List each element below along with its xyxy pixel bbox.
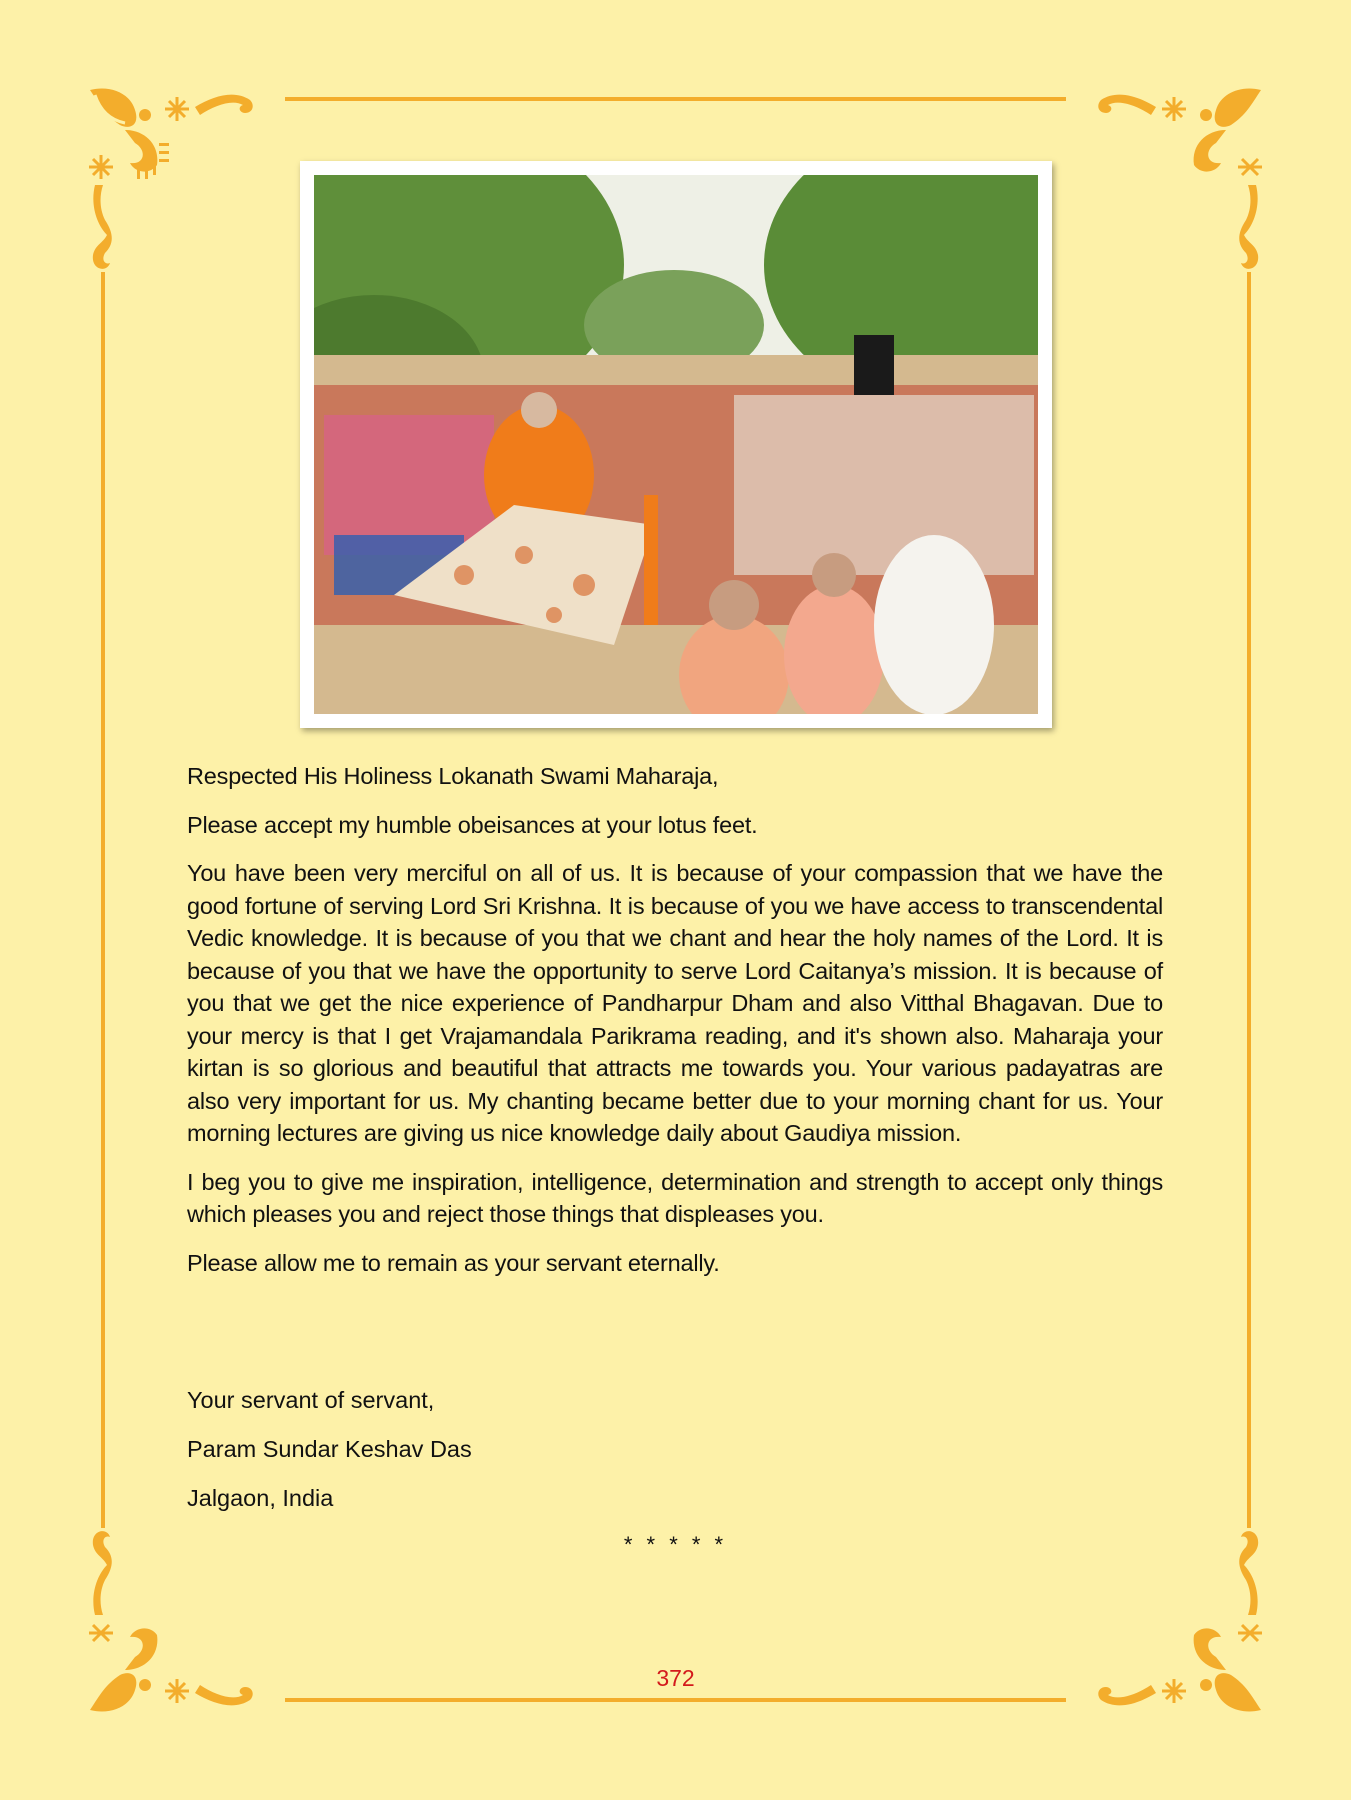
signature-name: Param Sundar Keshav Das: [187, 1436, 472, 1462]
photo-frame: [300, 161, 1052, 728]
letter-paragraph: You have been very merciful on all of us. It is because of your compassion that we have the good fortune of serving Lord Sri Krishna. It is because of you we have access to transcendental Vedic knowledge. It is because of you that we chant and hear the holy names of the Lord. It is because of you that we have the opportunity to serve Lord Caitanya’s mission. It is because of you that we get the nice experience of Pandharpur Dham and also Vitthal Bhagavan. Due to your mercy is that I get Vrajamandala Parikrama reading, and it's shown also. Maharaja your kirtan is so glorious and beautiful that attracts me towards you. Your various padayatras are also very important for us. My chanting became better due to your morning chant for us. Your morning lectures are giving us nice knowledge daily about Gaudiya mission.: [187, 860, 1163, 1146]
section-separator: * * * * *: [623, 1532, 728, 1557]
page-number: 372: [656, 1665, 695, 1691]
border-line-left: [101, 272, 105, 1528]
salutation: Respected His Holiness Lokanath Swami Maharaja,: [187, 763, 719, 789]
border-line-bottom: [285, 1698, 1066, 1702]
photo-kirtan-gathering-icon: [314, 175, 1038, 714]
corner-ornament-icon: [85, 85, 285, 275]
letter-paragraph: Please allow me to remain as your servant eternally.: [187, 1249, 720, 1276]
letter-body: [187, 760, 1163, 1295]
border-line-top: [285, 97, 1066, 101]
letter-paragraph: I beg you to give me inspiration, intelligence, determination and strength to accept only things which pleases you and reject those things that displeases you.: [187, 1168, 1163, 1227]
signature-closing: Your servant of servant,: [187, 1387, 435, 1413]
signature-location: Jalgaon, India: [187, 1485, 334, 1511]
border-line-right: [1247, 272, 1251, 1528]
obeisances-line: Please accept my humble obeisances at your lotus feet.: [187, 811, 758, 838]
corner-ornament-icon: [1066, 85, 1266, 275]
